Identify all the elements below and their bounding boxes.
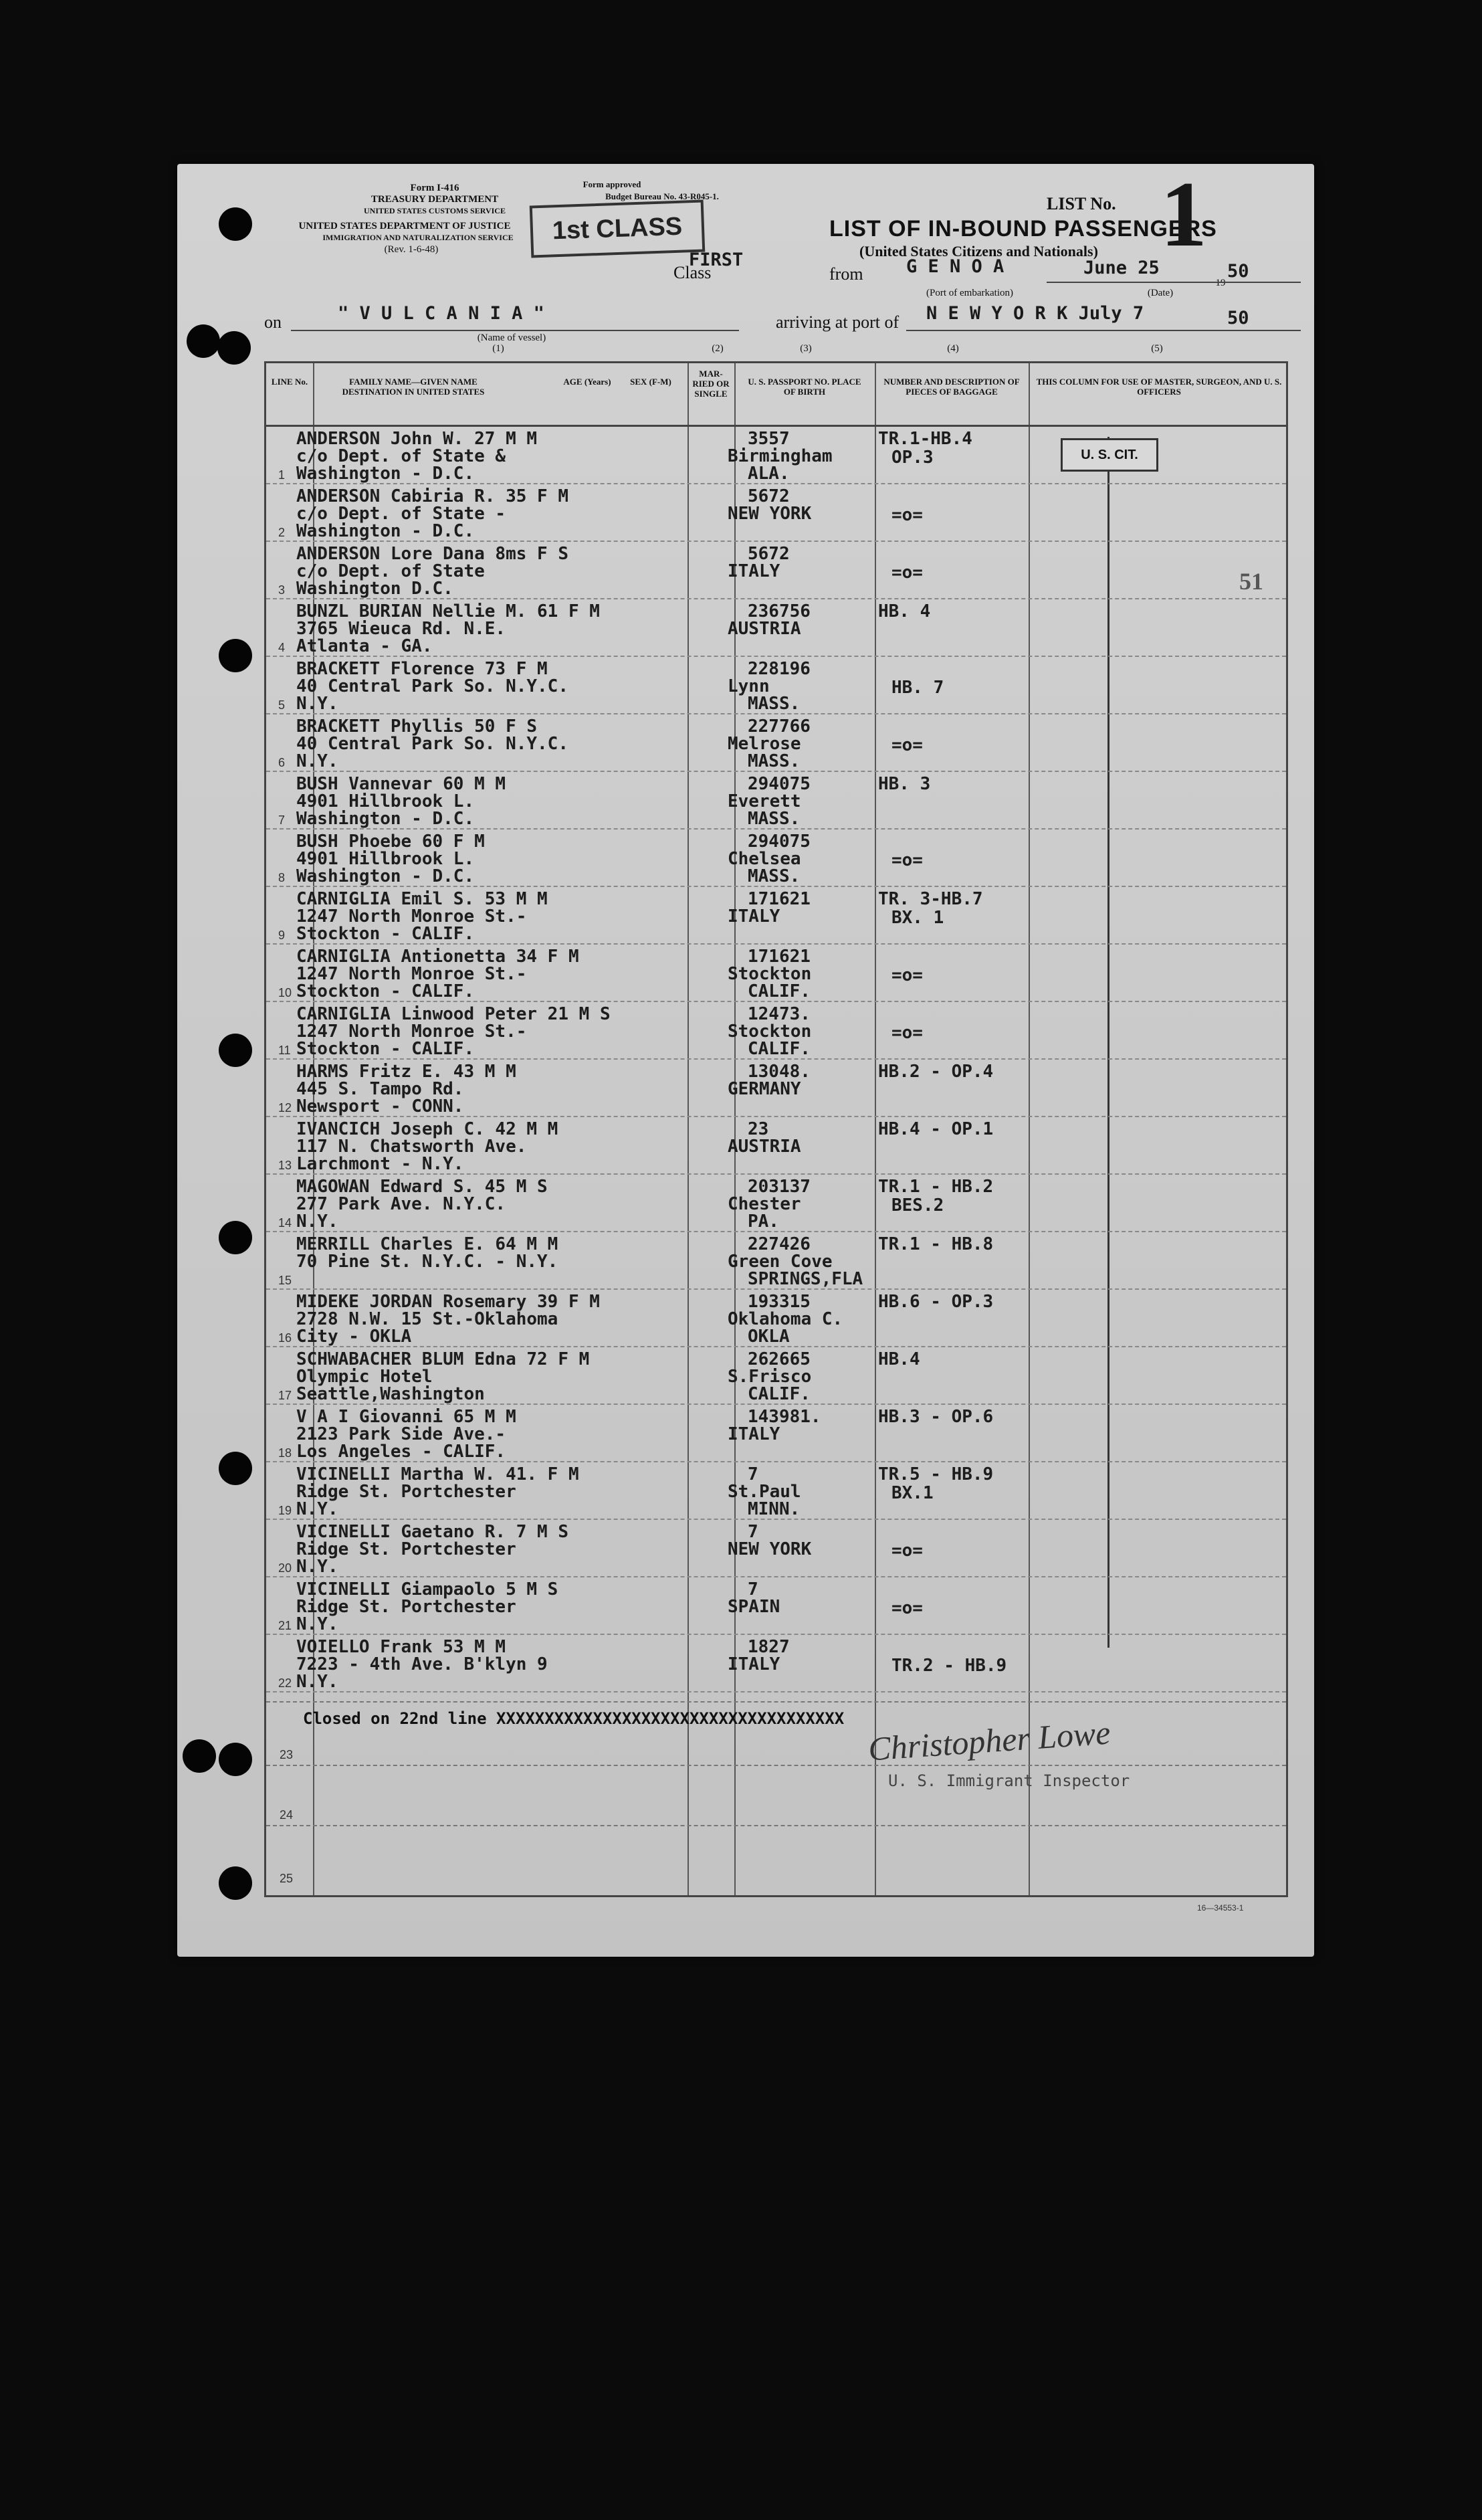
line-number: 16 <box>278 1331 292 1345</box>
table-row <box>266 830 1286 887</box>
line-number: 12 <box>278 1101 292 1114</box>
list-subtitle: (United States Citizens and Nationals) <box>859 243 1098 260</box>
place-of-birth: Melrose <box>728 734 801 754</box>
passport-number: 23 <box>748 1119 769 1139</box>
place-of-birth: Green Cove <box>728 1252 833 1272</box>
baggage-line-2: =o= <box>891 1541 923 1561</box>
address-line-2: Atlanta - GA. <box>296 636 433 656</box>
arrival-underline <box>906 330 1301 331</box>
header-baggage: NUMBER AND DESCRIPTION OF PIECES OF BAGGAGE <box>883 377 1020 397</box>
table-row <box>266 772 1286 830</box>
address-line-2: Stockton - CALIF. <box>296 981 475 1001</box>
table-row <box>266 1002 1286 1060</box>
passport-number: 294075 <box>748 774 811 794</box>
baggage-line-1: HB.3 - OP.6 <box>878 1407 994 1427</box>
line-number: 10 <box>278 986 292 999</box>
line-number: 8 <box>278 871 286 884</box>
departure-year: 50 <box>1227 261 1249 282</box>
table-row <box>266 945 1286 1002</box>
address-line-1: 7223 - 4th Ave. B'klyn 9 <box>296 1654 548 1674</box>
name-line-1: V A I Giovanni 65 M M <box>296 1407 516 1427</box>
line-number: 1 <box>278 468 286 482</box>
place-of-birth: Lynn <box>728 676 770 696</box>
form-approved: Form approved <box>583 179 641 189</box>
header-age: AGE (Years) <box>563 377 611 387</box>
line-number: 13 <box>278 1159 292 1172</box>
list-no-value: 1 <box>1160 163 1207 266</box>
address-line-2: Washington - D.C. <box>296 464 475 484</box>
date-label: (Date) <box>1147 288 1174 298</box>
table-row <box>266 599 1286 657</box>
closing-line <box>266 1701 1286 1895</box>
passport-number: 171621 <box>748 889 811 909</box>
vessel-label: (Name of vessel) <box>477 332 546 343</box>
name-line-1: VICINELLI Gaetano R. 7 M S <box>296 1522 568 1542</box>
baggage-line-2: =o= <box>891 850 923 870</box>
address-line-1: 2728 N.W. 15 St.-Oklahoma <box>296 1309 558 1329</box>
table-row <box>266 1347 1286 1405</box>
address-line-2: Los Angeles - CALIF. <box>296 1442 506 1462</box>
baggage-line-2: =o= <box>891 735 923 755</box>
line-number: 25 <box>280 1872 294 1885</box>
header-passport: U. S. PASSPORT NO. PLACE OF BIRTH <box>748 377 861 397</box>
baggage-line-2: BX.1 <box>891 1483 934 1503</box>
address-line-2: Larchmont - N.Y. <box>296 1154 464 1174</box>
punch-hole <box>219 1034 252 1067</box>
baggage-line-1: HB. 4 <box>878 601 931 621</box>
address-line-2: City - OKLA <box>296 1327 412 1347</box>
line-number: 23 <box>280 1748 294 1761</box>
baggage-line-2: =o= <box>891 1023 923 1043</box>
table-row <box>266 1290 1286 1347</box>
passport-number: 262665 <box>748 1349 811 1369</box>
col-num: (4) <box>947 343 959 354</box>
line-number: 21 <box>278 1619 292 1632</box>
cit-stamp-text: U. S. CIT. <box>1081 447 1138 462</box>
line-number: 5 <box>278 698 286 712</box>
place-of-birth: Stockton <box>728 1022 812 1042</box>
address-line-1: 1247 North Monroe St.- <box>296 964 527 984</box>
treasury-dept: TREASURY DEPARTMENT <box>370 194 499 205</box>
table-row <box>266 1577 1286 1635</box>
name-line-1: VICINELLI Martha W. 41. F M <box>296 1464 579 1484</box>
place-of-birth: S.Frisco <box>728 1367 812 1387</box>
departure-date: June 25 <box>1083 258 1160 278</box>
passport-number: 7 <box>748 1464 758 1484</box>
birth-state: MASS. <box>748 866 801 886</box>
name-line-1: BRACKETT Florence 73 F M <box>296 659 548 679</box>
address-line-1: Ridge St. Portchester <box>296 1597 516 1617</box>
address-line-1: 40 Central Park So. N.Y.C. <box>296 676 568 696</box>
list-no-label: LIST No. <box>1047 194 1116 213</box>
name-line-1: BUSH Vannevar 60 M M <box>296 774 506 794</box>
port-embarkation-label: (Port of embarkation) <box>926 288 1013 298</box>
place-of-birth: Oklahoma C. <box>728 1309 843 1329</box>
address-line-1: c/o Dept. of State - <box>296 504 506 524</box>
passport-number: 12473. <box>748 1004 811 1024</box>
table-row <box>266 1635 1286 1692</box>
punch-hole <box>219 1866 252 1900</box>
address-line-2: N.Y. <box>296 751 338 771</box>
name-line-1: IVANCICH Joseph C. 42 M M <box>296 1119 558 1139</box>
address-line-2: N.Y. <box>296 1557 338 1577</box>
address-line-1: 40 Central Park So. N.Y.C. <box>296 734 568 754</box>
revision: (Rev. 1-6-48) <box>384 244 439 255</box>
place-of-birth: ITALY <box>728 906 780 927</box>
passport-number: 7 <box>748 1579 758 1600</box>
marginal-number: 51 <box>1239 568 1263 595</box>
form-number: Form I-416 <box>410 183 459 193</box>
place-of-birth: ITALY <box>728 1424 780 1444</box>
arrival-year: 50 <box>1227 308 1249 328</box>
class-value: FIRST <box>689 250 744 270</box>
table-row <box>266 887 1286 945</box>
place-of-birth: NEW YORK <box>728 504 812 524</box>
name-line-1: VOIELLO Frank 53 M M <box>296 1637 506 1657</box>
line-number: 22 <box>278 1676 292 1690</box>
list-title: LIST OF IN-BOUND PASSENGERS <box>829 216 1217 241</box>
baggage-line-1: TR.5 - HB.9 <box>878 1464 994 1484</box>
address-line-2: Washington - D.C. <box>296 866 475 886</box>
address-line-1: 3765 Wieuca Rd. N.E. <box>296 619 506 639</box>
place-of-birth: GERMANY <box>728 1079 801 1099</box>
passport-number: 236756 <box>748 601 811 621</box>
name-line-1: BUNZL BURIAN Nellie M. 61 F M <box>296 601 600 621</box>
place-of-birth: ITALY <box>728 1654 780 1674</box>
punch-hole <box>219 207 252 241</box>
table-row <box>266 1405 1286 1462</box>
table-row <box>266 484 1286 542</box>
footer-code: 16—34553-1 <box>1197 1903 1244 1913</box>
line-number: 11 <box>278 1044 291 1057</box>
place-of-birth: NEW YORK <box>728 1539 812 1559</box>
baggage-line-1: TR.1 - HB.2 <box>878 1177 994 1197</box>
name-line-1: VICINELLI Giampaolo 5 M S <box>296 1579 558 1600</box>
place-of-birth: St.Paul <box>728 1482 801 1502</box>
address-line-1: c/o Dept. of State <box>296 561 485 581</box>
table-row <box>266 657 1286 714</box>
address-line-2: Washington - D.C. <box>296 521 475 541</box>
arrival-port: N E W Y O R K July 7 <box>926 303 1144 324</box>
place-of-birth: AUSTRIA <box>728 619 801 639</box>
first-class-stamp <box>530 199 706 258</box>
birth-state: MASS. <box>748 694 801 714</box>
address-line-1: 2123 Park Side Ave.- <box>296 1424 506 1444</box>
address-line-2: Washington D.C. <box>296 579 453 599</box>
line-number: 17 <box>278 1389 292 1402</box>
customs-service: UNITED STATES CUSTOMS SERVICE <box>364 206 506 215</box>
name-line-1: HARMS Fritz E. 43 M M <box>296 1062 516 1082</box>
birth-state: MASS. <box>748 751 801 771</box>
place-of-birth: Everett <box>728 791 801 811</box>
birth-state: PA. <box>748 1211 779 1232</box>
name-line-1: BUSH Phoebe 60 F M <box>296 832 485 852</box>
passport-number: 5672 <box>748 486 790 506</box>
name-line-1: ANDERSON John W. 27 M M <box>296 429 538 449</box>
baggage-line-2: =o= <box>891 563 923 583</box>
punch-hole <box>183 1739 216 1773</box>
punch-hole <box>217 331 251 365</box>
class-label: Class <box>673 263 712 282</box>
line-number: 4 <box>278 641 286 654</box>
baggage-line-1: TR.1 - HB.8 <box>878 1234 994 1254</box>
address-line-2: N.Y. <box>296 1614 338 1634</box>
address-line-1: 445 S. Tampo Rd. <box>296 1079 464 1099</box>
baggage-line-1: HB. 3 <box>878 774 931 794</box>
address-line-2: Washington - D.C. <box>296 809 475 829</box>
table-row <box>266 714 1286 772</box>
address-line-1: 117 N. Chatsworth Ave. <box>296 1137 527 1157</box>
ins-service: IMMIGRATION AND NATURALIZATION SERVICE <box>322 233 514 242</box>
name-line-1: BRACKETT Phyllis 50 F S <box>296 716 538 737</box>
header-line-no: LINE No. <box>271 377 308 387</box>
passport-number: 228196 <box>748 659 811 679</box>
punch-hole <box>219 1452 252 1485</box>
on-label: on <box>264 312 282 332</box>
baggage-line-2: HB. 7 <box>891 678 944 698</box>
baggage-line-2: BES.2 <box>891 1195 944 1216</box>
date-underline <box>1047 282 1301 283</box>
baggage-line-1: TR.1-HB.4 <box>878 429 972 449</box>
passport-number: 227766 <box>748 716 811 737</box>
place-of-birth: Chelsea <box>728 849 801 869</box>
address-line-1: Ridge St. Portchester <box>296 1482 516 1502</box>
name-line-1: CARNIGLIA Emil S. 53 M M <box>296 889 548 909</box>
line-number: 20 <box>278 1561 292 1575</box>
birth-state: SPRINGS,FLA <box>748 1269 863 1289</box>
passport-number: 193315 <box>748 1292 811 1312</box>
place-of-birth: Chester <box>728 1194 801 1214</box>
table-row <box>266 427 1286 484</box>
address-line-1: 4901 Hillbrook L. <box>296 849 475 869</box>
vessel-underline <box>291 330 739 331</box>
punch-hole <box>187 324 220 358</box>
passenger-table <box>264 361 1288 1897</box>
address-line-1: 70 Pine St. N.Y.C. - N.Y. <box>296 1252 558 1272</box>
baggage-line-2: =o= <box>891 965 923 985</box>
baggage-line-2: =o= <box>891 505 923 525</box>
birth-state: MASS. <box>748 809 801 829</box>
name-line-1: MERRILL Charles E. 64 M M <box>296 1234 558 1254</box>
line-number: 14 <box>278 1216 292 1230</box>
name-line-1: ANDERSON Lore Dana 8ms F S <box>296 544 568 564</box>
passport-number: 1827 <box>748 1637 790 1657</box>
vessel-name: " V U L C A N I A " <box>338 303 544 324</box>
address-line-2: Newsport - CONN. <box>296 1096 464 1117</box>
birth-state: CALIF. <box>748 981 811 1001</box>
line-number: 19 <box>278 1504 292 1517</box>
birth-state: CALIF. <box>748 1384 811 1404</box>
address-line-1: 4901 Hillbrook L. <box>296 791 475 811</box>
address-line-1: Olympic Hotel <box>296 1367 433 1387</box>
table-row <box>266 1232 1286 1290</box>
header-sex: SEX (F-M) <box>630 377 671 387</box>
passport-number: 294075 <box>748 832 811 852</box>
from-port: G E N O A <box>906 256 1004 277</box>
baggage-line-2: OP.3 <box>891 448 934 468</box>
punch-hole <box>219 639 252 672</box>
table-row <box>266 1520 1286 1577</box>
year-prefix: 19 <box>1215 278 1226 288</box>
arriving-label: arriving at port of <box>776 312 899 332</box>
baggage-line-2: TR.2 - HB.9 <box>891 1656 1007 1676</box>
inspector-title: U. S. Immigrant Inspector <box>888 1771 1130 1790</box>
address-line-2: Stockton - CALIF. <box>296 1039 475 1059</box>
passport-number: 7 <box>748 1522 758 1542</box>
address-line-2: Seattle,Washington <box>296 1384 485 1404</box>
table-row <box>266 1175 1286 1232</box>
name-line-1: MIDEKE JORDAN Rosemary 39 F M <box>296 1292 600 1312</box>
birth-state: OKLA <box>748 1327 790 1347</box>
birth-state: MINN. <box>748 1499 801 1519</box>
punch-hole <box>219 1743 252 1776</box>
inspector-signature: Christopher Lowe <box>867 1713 1112 1768</box>
address-line-1: c/o Dept. of State & <box>296 446 506 466</box>
justice-dept: UNITED STATES DEPARTMENT OF JUSTICE <box>298 221 511 231</box>
birth-state: CALIF. <box>748 1039 811 1059</box>
col-num: (3) <box>800 343 812 354</box>
table-row <box>266 542 1286 599</box>
address-line-2: Stockton - CALIF. <box>296 924 475 944</box>
address-line-2: N.Y. <box>296 694 338 714</box>
baggage-line-1: HB.4 - OP.1 <box>878 1119 994 1139</box>
row-rule <box>266 1691 1286 1692</box>
baggage-line-2: BX. 1 <box>891 908 944 928</box>
line-number: 2 <box>278 526 286 539</box>
address-line-1: 1247 North Monroe St.- <box>296 906 527 927</box>
passport-number: 5672 <box>748 544 790 564</box>
passport-number: 143981. <box>748 1407 821 1427</box>
name-line-1: SCHWABACHER BLUM Edna 72 F M <box>296 1349 590 1369</box>
address-line-1: Ridge St. Portchester <box>296 1539 516 1559</box>
passport-number: 13048. <box>748 1062 811 1082</box>
header-officers: THIS COLUMN FOR USE OF MASTER, SURGEON, AND U. S. OFFICERS <box>1036 377 1282 397</box>
budget-bureau: Budget Bureau No. 43-R045-1. <box>605 191 719 201</box>
address-line-1: 277 Park Ave. N.Y.C. <box>296 1194 506 1214</box>
line-number: 24 <box>280 1808 294 1822</box>
baggage-line-2: =o= <box>891 1598 923 1618</box>
col-num: (2) <box>712 343 724 354</box>
passport-number: 203137 <box>748 1177 811 1197</box>
header-married: MAR-RIED OR SINGLE <box>692 369 730 399</box>
line-number: 3 <box>278 583 286 597</box>
table-row <box>266 1462 1286 1520</box>
name-line-1: MAGOWAN Edward S. 45 M S <box>296 1177 548 1197</box>
place-of-birth: Stockton <box>728 964 812 984</box>
place-of-birth: Birmingham <box>728 446 833 466</box>
table-row <box>266 1117 1286 1175</box>
line-number: 6 <box>278 756 286 769</box>
baggage-line-1: HB.6 - OP.3 <box>878 1292 994 1312</box>
passport-number: 227426 <box>748 1234 811 1254</box>
name-line-1: CARNIGLIA Linwood Peter 21 M S <box>296 1004 611 1024</box>
passport-number: 171621 <box>748 947 811 967</box>
from-label: from <box>829 264 863 284</box>
name-line-1: ANDERSON Cabiria R. 35 F M <box>296 486 568 506</box>
address-line-2: N.Y. <box>296 1211 338 1232</box>
place-of-birth: ITALY <box>728 561 780 581</box>
stamp-text: 1st CLASS <box>552 212 683 245</box>
passport-number: 3557 <box>748 429 790 449</box>
name-line-1: CARNIGLIA Antionetta 34 F M <box>296 947 579 967</box>
address-line-2: N.Y. <box>296 1672 338 1692</box>
col-num: (5) <box>1151 343 1163 354</box>
baggage-line-1: TR. 3-HB.7 <box>878 889 983 909</box>
baggage-line-1: HB.2 - OP.4 <box>878 1062 994 1082</box>
line-number: 7 <box>278 813 286 827</box>
line-number: 9 <box>278 929 286 942</box>
place-of-birth: SPAIN <box>728 1597 780 1617</box>
address-line-2: N.Y. <box>296 1499 338 1519</box>
place-of-birth: AUSTRIA <box>728 1137 801 1157</box>
closed-on-text: Closed on 22nd line XXXXXXXXXXXXXXXXXXXXXXXXXXXXXXXXXXXX <box>303 1709 845 1728</box>
baggage-line-1: HB.4 <box>878 1349 920 1369</box>
birth-state: ALA. <box>748 464 790 484</box>
line-number: 18 <box>278 1446 292 1460</box>
header-name: FAMILY NAME—GIVEN NAME DESTINATION IN UNITED STATES <box>342 377 485 397</box>
punch-hole <box>219 1221 252 1254</box>
col-num: (1) <box>492 343 504 354</box>
line-number: 15 <box>278 1274 292 1287</box>
table-row <box>266 1060 1286 1117</box>
address-line-1: 1247 North Monroe St.- <box>296 1022 527 1042</box>
